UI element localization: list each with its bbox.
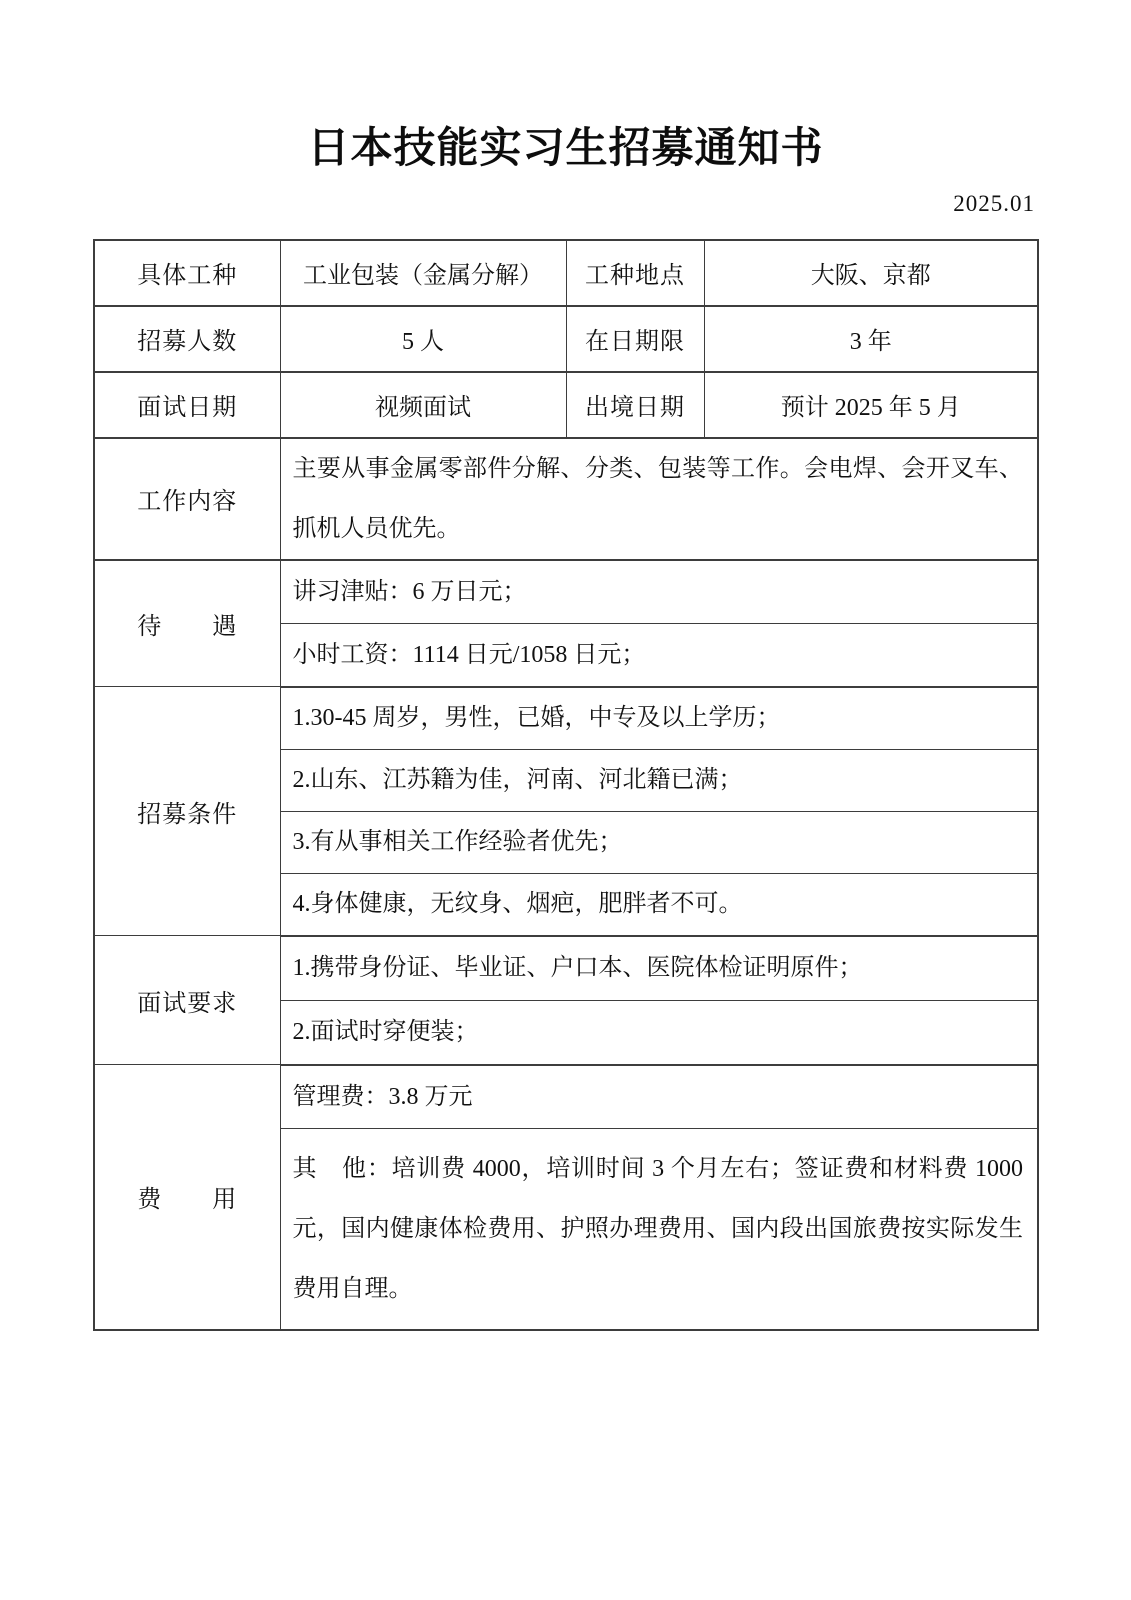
cell-departure-label: 出境日期 — [566, 372, 704, 438]
cell-condition-item: 3.有从事相关工作经验者优先； — [280, 811, 1038, 873]
cell-trade-label: 具体工种 — [94, 240, 280, 306]
cell-duration-label: 在日期限 — [566, 306, 704, 372]
cell-conditions-label: 招募条件 — [94, 687, 280, 936]
cell-interview-req-item: 2.面试时穿便装； — [280, 1000, 1038, 1065]
cell-interview-req-label: 面试要求 — [94, 936, 280, 1065]
cell-duration-value: 3 年 — [704, 306, 1038, 372]
page-title: 日本技能实习生招募通知书 — [307, 126, 824, 172]
cell-location-value: 大阪、京都 — [704, 240, 1038, 306]
cell-interview-date-value: 视频面试 — [280, 372, 566, 438]
cell-fee-item: 管理费：3.8 万元 — [280, 1065, 1038, 1129]
document-date: 2025.01 — [953, 190, 1035, 216]
cell-interview-date-label: 面试日期 — [94, 372, 280, 438]
cell-location-label: 工种地点 — [566, 240, 704, 306]
cell-condition-item: 2.山东、江苏籍为佳，河南、河北籍已满； — [280, 749, 1038, 811]
cell-treatment-label: 待 遇 — [94, 560, 280, 687]
cell-trade-value: 工业包装（金属分解） — [280, 240, 566, 306]
cell-work-content-value: 主要从事金属零部件分解、分类、包装等工作。会电焊、会开叉车、抓机人员优先。 — [280, 438, 1038, 560]
cell-treatment-item: 讲习津贴：6 万日元； — [280, 560, 1038, 624]
cell-condition-item: 1.30-45 周岁，男性，已婚，中专及以上学历； — [280, 687, 1038, 750]
cell-fee-item: 其 他：培训费 4000，培训时间 3 个月左右；签证费和材料费 1000 元，国内健康体检费用、护照办理费用、国内段出国旅费按实际发生费用自理。 — [280, 1128, 1038, 1330]
recruitment-notice-table — [93, 239, 1039, 1331]
cell-departure-value: 预计 2025 年 5 月 — [704, 372, 1038, 438]
cell-condition-item: 4.身体健康，无纹身、烟疤，肥胖者不可。 — [280, 873, 1038, 936]
cell-treatment-item: 小时工资：1114 日元/1058 日元； — [280, 623, 1038, 687]
cell-work-content-label: 工作内容 — [94, 438, 280, 560]
cell-interview-req-item: 1.携带身份证、毕业证、户口本、医院体检证明原件； — [280, 936, 1038, 1001]
cell-headcount-label: 招募人数 — [94, 306, 280, 372]
cell-fees-label: 费 用 — [94, 1065, 280, 1330]
cell-headcount-value: 5 人 — [280, 306, 566, 372]
